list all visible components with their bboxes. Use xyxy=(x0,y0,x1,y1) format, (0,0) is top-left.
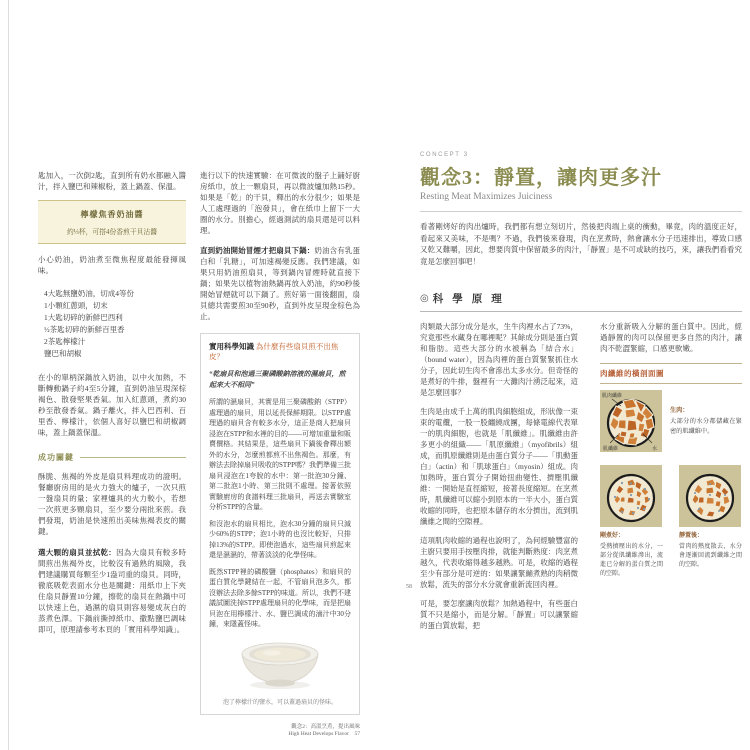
science-box-heading xyxy=(209,342,351,362)
success-key-paragraph: 酥脆、焦褐的外皮是扇貝料理成功的證明。餐廳廚房用的是火力強大的爐子，一次只煎一盤扇貝的量；家裡爐具的火力較小，若想一次煎更多顆扇貝，至少要分兩批來煎。我們發現，奶油是快速煎出美味焦褐表皮的關鍵。 xyxy=(38,472,186,536)
scan-edge-line xyxy=(8,0,9,750)
ingredient-item: ½茶匙切碎的新鮮百里香 xyxy=(44,325,125,334)
diagram-label-water: 水 xyxy=(652,447,658,452)
ingredient-item: 1大匙切碎的新鮮巴西利 xyxy=(44,313,123,322)
section-rule xyxy=(420,311,742,312)
diagram-label-muscle-fiber: 肌肉纖維 xyxy=(602,394,623,399)
ingredient-item: 1小顆紅蔥頭，切末 xyxy=(44,301,108,310)
science-box-label: 實用科學知識 xyxy=(209,342,254,351)
diagram-caption-text: 當肉的熱度散去，水分會逐漸回流到纖維之間的空隙。 xyxy=(679,544,742,568)
footer-chapter-zh: 觀念2：高溫烹煮，提出風味 xyxy=(291,723,360,730)
meat-diagram-rested xyxy=(679,465,741,527)
bowl-illustration xyxy=(234,639,326,691)
meat-diagram-raw xyxy=(600,390,662,452)
diagram-caption-title: 生肉： xyxy=(670,406,689,414)
tip-text: 因為大扇貝有較多時間煎出焦褐外皮，比較沒有過熟的風險，我們建議購買每顆至少1盎司重的扇貝。同時，徹底吸乾表面水分也是關鍵：用紙巾上下夾住扇貝靜置10分鐘，擦乾的扇貝在熱鍋中可以快速上色，過濕的扇貝則容易變成灰白的蒸煮色澤。下鍋前撕掉紙巾、撒點鹽巴調味即可，原理請參考本頁的「實用科學知識」。 xyxy=(38,548,187,634)
meat-diagram-just-cooked xyxy=(600,465,662,527)
success-key-label: 成功關鍵 xyxy=(38,453,74,462)
science-column-1 xyxy=(420,321,578,631)
sidebar-header: 肉纖維的橫剖面圖 xyxy=(600,369,664,378)
tip-lead: 選大顆的扇貝並拭乾： xyxy=(38,548,117,557)
science-paragraph: 肉類最大部分成分是水，生牛肉裡水占了73%，究竟那些水藏身在哪裡呢？其餘成分則是蛋白質和脂肪。這些大部分的水被稱為「結合水」（bound water），因為肉裡的蛋白質緊緊抓住水分子，因此切生肉不會滲出太多水分。但奇怪的是煮好的牛排，盤裡有一大灘肉汁湧泛起來，這是怎麼回事？ xyxy=(420,322,578,397)
concept-eyebrow: CONCEPT 3 xyxy=(420,152,469,158)
tip2-lead: 直到奶油開始冒煙才把扇貝下鍋： xyxy=(200,246,315,255)
recipe-continued-paragraph: 匙加入，一次倒2匙，直到所有奶水都融入醬汁，拌入鹽巴和辣椒粉，蓋上鍋蓋、保溫。 xyxy=(38,171,186,191)
practical-science-box xyxy=(200,333,360,715)
science-box-paragraph: 和沒泡水的扇貝相比，泡水30分鐘的扇貝只減少60%的STPP；泡1小時的也沒比較好，只排掉13%的STPP。即使泡過水，這些扇貝煎起來還是濕濕的，帶著淡淡的化學怪味。 xyxy=(209,519,351,559)
page-subtitle: Resting Meat Maximizes Juiciness xyxy=(420,192,553,202)
diagram-caption-just-cooked xyxy=(600,532,663,579)
page-title: 觀念3：靜置，讓肉更多汁 xyxy=(420,167,662,189)
left-page xyxy=(38,170,360,739)
ingredient-item: 2茶匙檸檬汁 xyxy=(44,337,86,346)
diagram-caption-raw xyxy=(670,406,742,437)
recipe-title: 檸檬焦香奶油醬 xyxy=(80,210,144,219)
ingredient-item: 鹽巴和胡椒 xyxy=(44,349,82,358)
left-page-footer xyxy=(200,724,360,739)
tip2-text: 奶油含有乳蛋白和「乳糖」，可加速褐變反應。我們建議，如果只用奶油煎扇貝，等到鍋內冒煙時就直接下鍋；如果先以植物油熱鍋再放入奶油，約90秒後開始冒煙就可以下鍋了。煎好第一面後翻面，扇貝總共需要煎30至90秒，直到外皮呈現金棕色為止。 xyxy=(200,246,360,321)
page-number: 58 xyxy=(406,584,412,590)
diagram-caption-title: 剛煮好： xyxy=(600,533,625,539)
diagram-caption-text: 大部分的水分都儲藏在緊密的肌纖維中。 xyxy=(670,418,742,435)
science-paragraph: 可是，要怎麼讓肉放鬆？加熱過程中，有些蛋白質不只是縮小，而是分解。「靜置」可以讓緊縮的蛋白質放鬆，把 xyxy=(420,599,578,630)
right-page xyxy=(406,152,742,631)
diagram-caption-rested xyxy=(679,532,742,570)
tip2-paragraph xyxy=(200,245,360,322)
science-column-2 xyxy=(600,321,742,631)
diagram-caption-text: 受熱擠壓出的水分，一部分從肌纖維滲出，流進已分解的蛋白質之間的空隙。 xyxy=(600,544,663,577)
success-key-header xyxy=(38,452,186,463)
ingredient-item: 4大匙無鹽奶油，切成4等份 xyxy=(44,289,134,298)
tip-paragraph xyxy=(38,547,186,635)
science-box-question: 為什麼有些扇貝煎不出焦皮？ xyxy=(209,342,339,361)
science-box-paragraph: 既然STPP裡的磷酸鹽（phosphates）和扇貝的蛋白質化學鍵結在一起，不管扇貝泡多久，都沒辦法去除多餘STPP的味道。所以，我們不建議試圖洗掉STPP處理扇貝的化學味，而是把扇貝泡在用檸檬汁、水、鹽巴調成的滷汁中30分鐘，來隱蓋怪味。 xyxy=(209,567,351,628)
science-box-quote: “乾扇貝和泡過三聚磷酸鈉溶液的濕扇貝，煎起來大不相同” xyxy=(209,370,346,389)
science-paragraph: 這項肌肉收縮的過程也說明了，為何經驗豐富的主廚只要用手按壓肉排，就能判斷熟度：肉烹煮越久，代表收縮得越多越熟。可是，收縮的過程至少有部分是可逆的：如果讓緊繃煮熟的肉稍微放鬆，流失的部分水分就會重新流回肉裡。 xyxy=(420,536,578,589)
bowl-photo xyxy=(209,639,351,696)
photo-caption: 泡了檸檬汁的鹽水，可以蓋過扇貝的怪味。 xyxy=(222,699,337,706)
method-paragraph: 在小的單柄深鍋放入奶油，以中火加熱，不斷轉動鍋子約4至5分鐘，直到奶油呈現深棕褐色、散發堅果香氣。加入紅蔥頭，煮約30秒至散發香氣。鍋子離火，拌入巴西利、百里香、檸檬汁，依個人喜好以鹽巴和胡椒調味，蓋上鍋蓋保溫。 xyxy=(38,373,186,437)
sidebar-rule xyxy=(600,383,742,384)
science-principle-header xyxy=(420,291,742,306)
ingredient-list xyxy=(38,288,186,360)
diagram-label-fiber: 肌纖維 xyxy=(603,447,619,452)
footer-chapter-en: High Heat Develops Flavor 57 xyxy=(288,731,360,737)
recipe-box xyxy=(38,200,186,244)
science-principle-label: 科學原理 xyxy=(432,294,511,305)
science-paragraph: 生肉是由成千上萬的肌肉細胞組成，形狀像一束束的電纜，一股一股纏繞成團，每條電線代表單一的肌肉細胞，也就是「肌纖維」。肌纖維由許多更小的組織——「肌原纖維」（myofibrils）組成，而肌原纖維則是由蛋白質分子——「肌動蛋白」（actin）和「肌球蛋白」（myosin）組成。肉加熱時，蛋白質分子開始扭曲變性、擠壓肌纖維：一開始是直徑縮短，接著長度縮短。在烹煮時，肌纖維可以縮小到原本的一半大小，蛋白質收縮的同時，也把原本儲存的水分擠出，流到肌纖維之間的空隙裡。 xyxy=(420,407,578,526)
experiment-paragraph: 進行以下的快速實驗：在可微波的盤子上鋪好廚房紙巾，放上一顆扇貝，再以微波爐加熱15秒。如果是「乾」的干貝，釋出的水分很少；如果是人工處理過的「泡發貝」，會在紙巾上留下一大圈的水分。別擔心，經過測試的扇貝還是可以料理。 xyxy=(200,171,360,235)
section-bullet-icon: ◎ xyxy=(420,292,429,304)
diagram-caption-title: 靜置後： xyxy=(679,533,704,539)
recipe-note: 小心奶油，奶油煮至微焦程度最能發揮風味。 xyxy=(38,255,186,275)
science-paragraph-continued: 水分重新吸入分解的蛋白質中。因此，經過靜置的肉可以保留更多自然的肉汁，讓肉不乾澀緊縮，口感更軟嫩。 xyxy=(600,322,742,353)
meat-fiber-sidebar xyxy=(600,363,742,579)
header-rule xyxy=(80,457,186,458)
intro-paragraph: 看著剛烤好的肉出爐時，我們都有想立刻切片，然後把肉端上桌的衝動，畢竟，肉的溫度正好，看起來又美味，不是嗎？不過，我們後來發現，肉在烹煮時，熱會讓水分子迅速排出，導致口感又乾又難嚼，因此，想要肉質中保留最多的肉汁，「靜置」是不可或缺的技巧，來，讓我們看看究竟是怎麼回事吧！ xyxy=(420,222,742,266)
science-box-paragraph: 所謂的濕扇貝，其實是用三聚磷酸鈉（STPP）處理過的扇貝，用以延長保鮮期限。以STPP處理過的扇貝含有較多水分，這正是商人把扇貝浸泡在STPP和水裡的目的——可增加重量和販賣價格。其結果是，這些扇貝下鍋後會釋出額外的水分，怎麼煎都煎不出焦褐色。那麼，有辦法去除掉扇貝吸收的STPP嗎？我們準備三批扇貝浸泡在1夸脫的水中：第一批泡30分鐘、第二批泡1小時、第三批則不處理。接著依照實驗廚房的食譜料理三批扇貝，再送去實驗室分析STPP的含量。 xyxy=(209,398,351,511)
left-page-column-1 xyxy=(38,170,186,739)
recipe-yield: 約⅓杯，可搭4份香煎干貝沾醬 xyxy=(66,229,158,236)
title-rule xyxy=(420,211,742,212)
left-page-column-2 xyxy=(200,170,360,739)
